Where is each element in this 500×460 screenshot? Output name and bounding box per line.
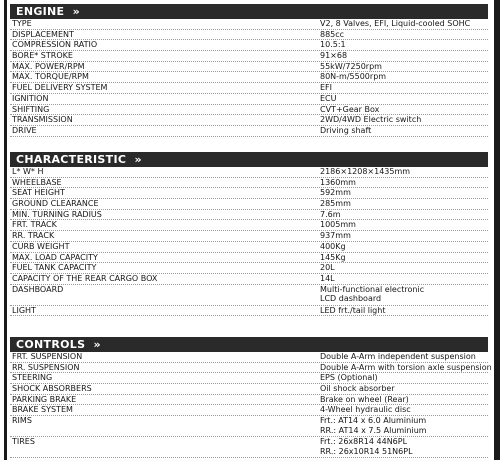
spec-value: Oil shock absorber xyxy=(320,384,395,394)
spec-value: 2WD/4WD Electric switch xyxy=(320,115,422,125)
spec-label: SHOCK ABSORBERS xyxy=(12,384,92,394)
spec-row xyxy=(10,30,488,41)
spec-label: SHIFTING xyxy=(12,104,50,114)
spec-label: L* W* H xyxy=(12,167,44,176)
spec-label: COMPRESSION RATIO xyxy=(12,40,98,50)
spec-value: 14L xyxy=(320,273,335,283)
spec-row xyxy=(10,188,488,199)
spec-row xyxy=(10,242,488,253)
spec-value: Driving shaft xyxy=(320,125,372,135)
spec-label: GROUND CLEARANCE xyxy=(12,199,99,209)
engine-title: ENGINE » xyxy=(16,4,80,19)
spec-label: RR. SUSPENSION xyxy=(12,362,80,372)
characteristic-section xyxy=(10,152,488,316)
spec-label: CURB WEIGHT xyxy=(12,241,70,251)
spec-value: 7.6m xyxy=(320,209,341,219)
characteristic-header xyxy=(10,152,488,167)
spec-value: 592mm xyxy=(320,188,351,198)
spec-value: 91×68 xyxy=(320,51,348,61)
spec-label: RR. TRACK xyxy=(12,231,55,241)
spec-value: Frt.: 26x8R14 44N6PL xyxy=(320,437,408,447)
spec-label: MIN. TURNING RADIUS xyxy=(12,209,102,219)
spec-row xyxy=(10,19,488,30)
spec-row xyxy=(10,306,488,317)
spec-value: Brake on wheel (Rear) xyxy=(320,394,409,404)
spec-row xyxy=(10,384,488,395)
spec-label: IGNITION xyxy=(12,93,49,103)
spec-label: MAX. LOAD CAPACITY xyxy=(12,252,98,262)
controls-header xyxy=(10,337,488,352)
spec-label: DASHBOARD xyxy=(12,284,64,294)
spec-label: MAX. POWER/RPM xyxy=(12,61,85,71)
spec-row xyxy=(10,231,488,242)
spec-label: SEAT HEIGHT xyxy=(12,188,65,198)
spec-row xyxy=(10,210,488,221)
spec-row xyxy=(10,352,488,363)
left-border xyxy=(4,0,7,460)
characteristic-rows xyxy=(10,167,488,316)
spec-label: WHEELBASE xyxy=(12,177,62,187)
spec-value: Double A-Arm with torsion axle suspension xyxy=(320,362,492,372)
controls-title: CONTROLS » xyxy=(16,337,101,352)
spec-value-line2: RR.: AT14 x 7.5 Aluminium xyxy=(320,425,427,435)
spec-label: LIGHT xyxy=(12,305,36,315)
spec-value: Double A-Arm independent suspension xyxy=(320,352,476,361)
spec-row xyxy=(10,115,488,126)
spec-value: 1005mm xyxy=(320,220,356,230)
spec-label: STEERING xyxy=(12,373,53,383)
spec-value: 937mm xyxy=(320,231,351,241)
spec-value: 400Kg xyxy=(320,241,346,251)
spec-value: Frt.: AT14 x 6.0 Aluminium xyxy=(320,416,427,426)
spec-value: ECU xyxy=(320,93,337,103)
spec-value: 145Kg xyxy=(320,252,346,262)
spec-row xyxy=(10,178,488,189)
spec-value: EFI xyxy=(320,83,333,93)
spec-row xyxy=(10,51,488,62)
spec-row xyxy=(10,105,488,116)
spec-value: CVT+Gear Box xyxy=(320,104,380,114)
spec-value-line2: RR.: 26x10R14 51N6PL xyxy=(320,446,413,456)
spec-label: TRANSMISSION xyxy=(12,115,73,125)
engine-header xyxy=(10,4,488,19)
spec-value: 885cc xyxy=(320,29,345,39)
spec-label: PARKING BRAKE xyxy=(12,394,77,404)
spec-row xyxy=(10,220,488,231)
spec-row xyxy=(10,263,488,274)
spec-row xyxy=(10,362,492,374)
spec-row xyxy=(10,94,488,105)
spec-value: 20L xyxy=(320,263,335,273)
engine-section xyxy=(10,4,488,137)
spec-row xyxy=(10,253,488,264)
spec-label: DISPLACEMENT xyxy=(12,29,74,39)
spec-value: 1360mm xyxy=(320,177,356,187)
spec-label: FRT. SUSPENSION xyxy=(12,352,83,361)
spec-label: BRAKE SYSTEM xyxy=(12,405,73,415)
spec-row xyxy=(10,62,488,73)
spec-value: 285mm xyxy=(320,199,351,209)
spec-label: MAX. TORQUE/RPM xyxy=(12,72,89,82)
spec-label: TIRES xyxy=(12,437,35,447)
spec-row xyxy=(10,395,488,406)
spec-label: BORE* STROKE xyxy=(12,51,73,61)
spec-value: Multi-functional electronic xyxy=(320,284,425,294)
engine-rows xyxy=(10,19,488,137)
spec-value: V2, 8 Valves, EFI, Liquid-cooled SOHC xyxy=(320,19,471,28)
spec-row xyxy=(10,199,488,210)
spec-row xyxy=(10,285,488,306)
spec-label: TYPE xyxy=(12,19,32,28)
spec-label: DRIVE xyxy=(12,125,37,135)
controls-rows xyxy=(10,352,492,458)
spec-row xyxy=(10,373,488,384)
spec-row xyxy=(10,405,488,416)
spec-value-line2: LCD dashboard xyxy=(320,294,382,304)
spec-label: FUEL DELIVERY SYSTEM xyxy=(12,83,108,93)
spec-row xyxy=(10,437,488,458)
spec-value: LED frt./tail light xyxy=(320,305,386,315)
controls-section xyxy=(10,337,492,458)
spec-row xyxy=(10,40,488,51)
characteristic-title: CHARACTERISTIC » xyxy=(16,152,142,167)
spec-value: 4-Wheel hydraulic disc xyxy=(320,405,411,415)
spec-row xyxy=(10,72,488,83)
spec-row xyxy=(10,83,488,94)
spec-row xyxy=(10,416,488,437)
right-border xyxy=(494,0,500,460)
spec-value: 2186×1208×1435mm xyxy=(320,167,411,176)
spec-label: RIMS xyxy=(12,416,32,426)
spec-label: FUEL TANK CAPACITY xyxy=(12,263,97,273)
spec-label: FRT. TRACK xyxy=(12,220,57,230)
spec-value: 10.5:1 xyxy=(320,40,346,50)
spec-value: EPS (Optional) xyxy=(320,373,378,383)
spec-row xyxy=(10,274,488,285)
spec-label: CAPACITY OF THE REAR CARGO BOX xyxy=(12,273,158,283)
spec-value: 80N-m/5500rpm xyxy=(320,72,387,82)
spec-value: 55kW/7250rpm xyxy=(320,61,382,71)
spec-row xyxy=(10,126,488,137)
spec-row xyxy=(10,167,488,178)
